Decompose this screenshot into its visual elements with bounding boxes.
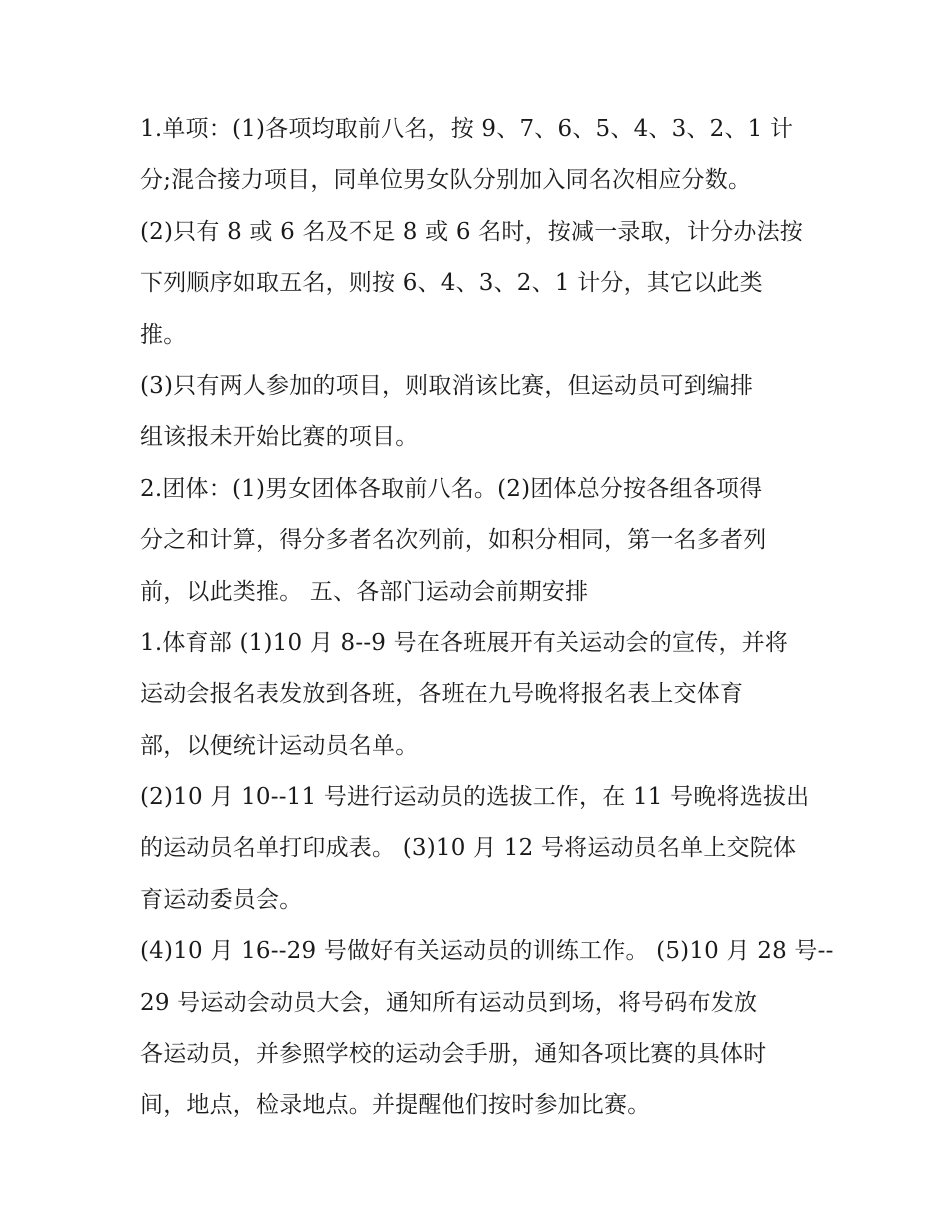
text-line: 的运动员名单打印成表。 (3)10 月 12 号将运动员名单上交院体: [140, 835, 797, 862]
document-text-body: [140, 104, 834, 1132]
text-line: 1.单项：(1)各项均取前八名，按 9、7、6、5、4、3、2、1 计: [140, 116, 794, 142]
text-line: 组该报未开始比赛的项目。: [140, 424, 419, 451]
text-line: 2.团体：(1)男女团体各取前八名。(2)团体总分按各组各项得: [140, 475, 763, 502]
text-line: 分;混合接力项目，同单位男女队分别加入同名次相应分数。: [140, 167, 752, 194]
text-line: 部，以便统计运动员名单。: [140, 732, 419, 759]
text-line: 间，地点，检录地点。并提醒他们按时参加比赛。: [140, 1092, 651, 1119]
text-line: 育运动委员会。: [140, 886, 303, 913]
text-line: (2)10 月 10--11 号进行运动员的选拔工作，在 11 号晚将选拔出: [140, 784, 810, 811]
text-line: (2)只有 8 或 6 名及不足 8 或 6 名时，按减一录取，计分办法按: [140, 218, 804, 245]
text-line: 前，以此类推。 五、各部门运动会前期安排: [140, 578, 589, 605]
text-line: (3)只有两人参加的项目，则取消该比赛，但运动员可到编排: [140, 372, 754, 399]
text-line: 下列顺序如取五名，则按 6、4、3、2、1 计分，其它以此类: [140, 270, 763, 297]
text-line: 29 号运动会动员大会，通知所有运动员到场，将号码布发放: [140, 989, 758, 1016]
text-line: 分之和计算，得分多者名次列前，如积分相同，第一名多者列: [140, 527, 767, 554]
text-line: 1.体育部 (1)10 月 8--9 号在各班展开有关运动会的宣传，并将: [140, 629, 789, 656]
text-line: 各运动员，并参照学校的运动会手册，通知各项比赛的具体时: [140, 1041, 767, 1068]
text-line: 推。: [140, 321, 187, 348]
text-line: 运动会报名表发放到各班，各班在九号晚将报名表上交体育: [140, 681, 744, 708]
text-line: (4)10 月 16--29 号做好有关运动员的训练工作。 (5)10 月 28 号--: [140, 938, 834, 965]
